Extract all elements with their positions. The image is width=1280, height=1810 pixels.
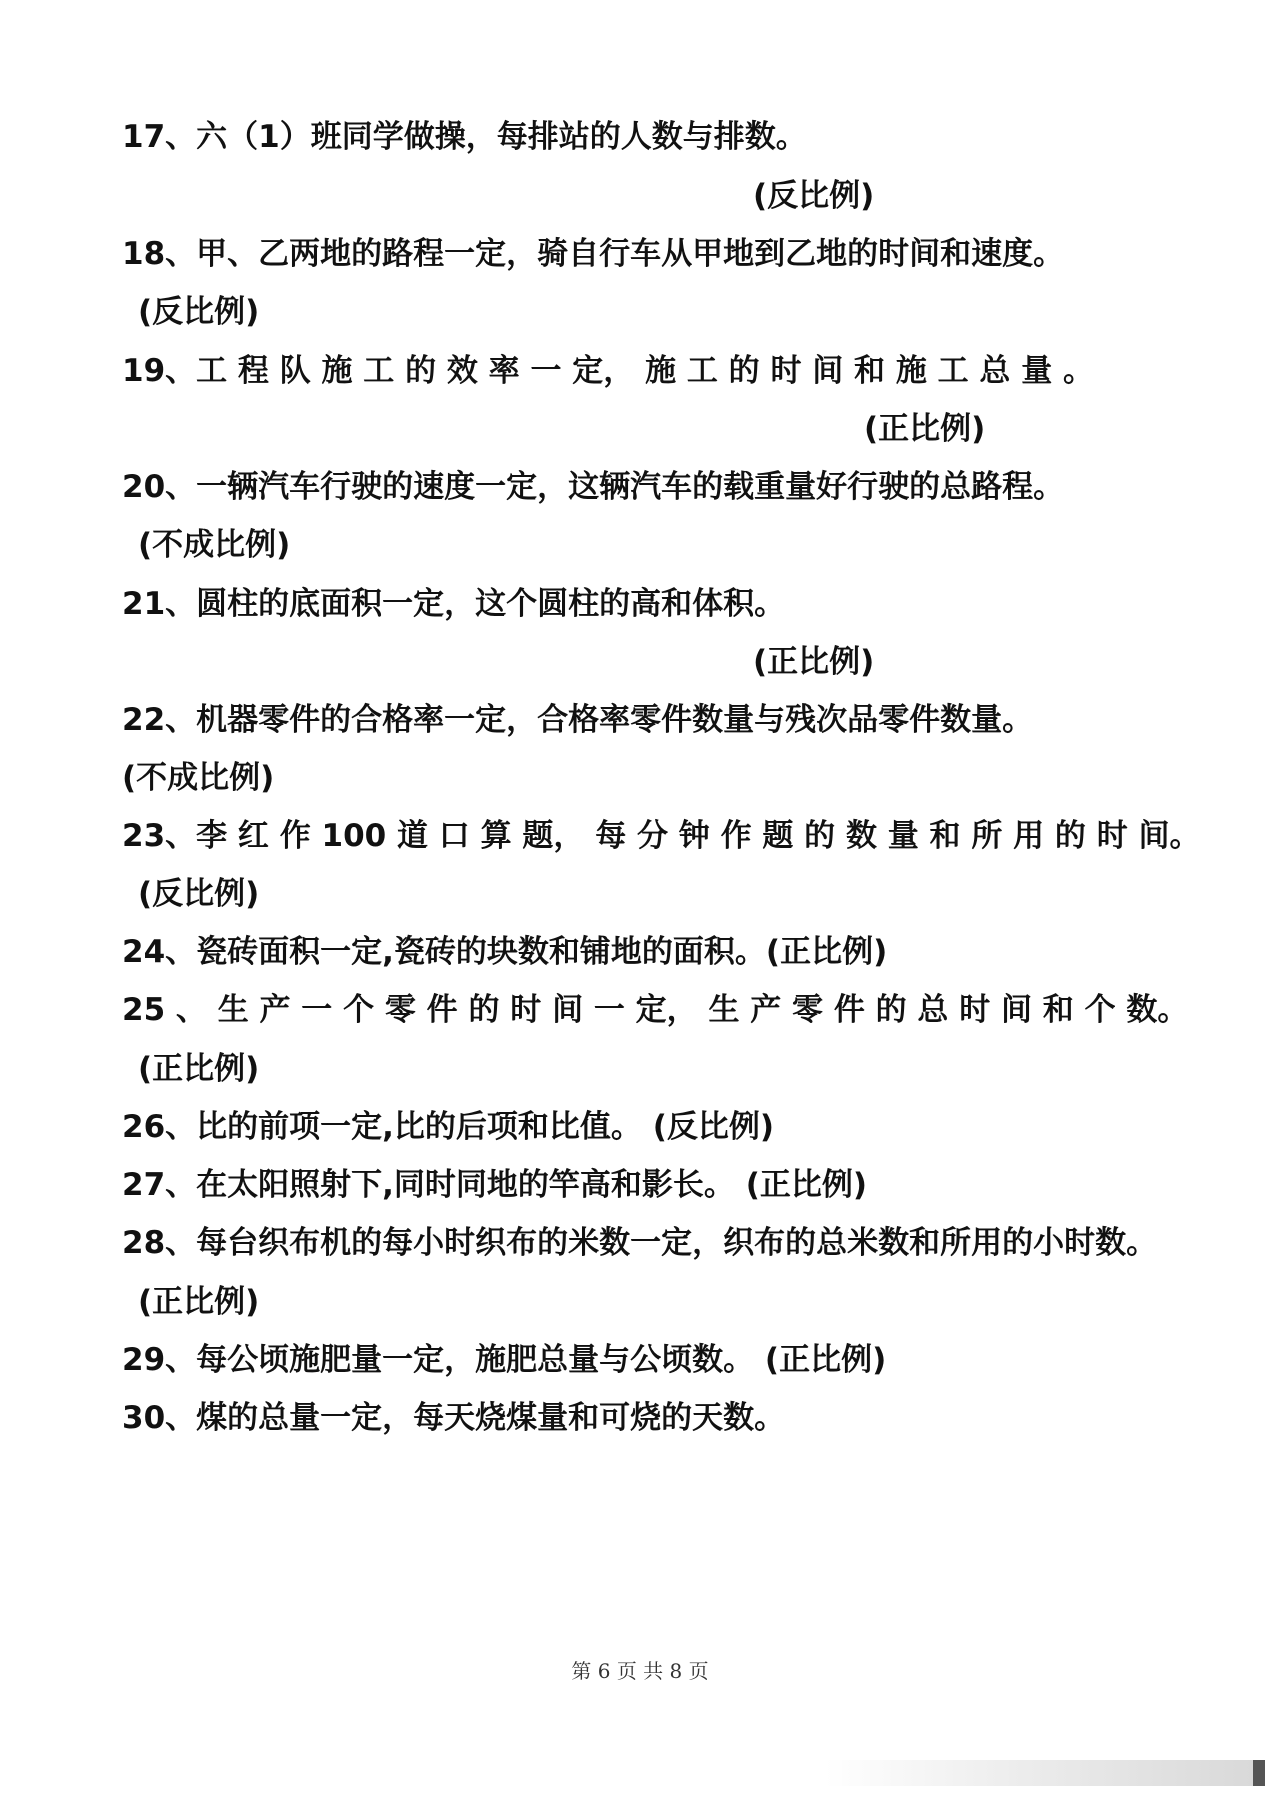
item-18-answer: (反比例): [138, 294, 260, 330]
item-19-question: 19、工 程 队 施 工 的 效 率 一 定， 施 工 的 时 间 和 施 工 总 量 。: [122, 353, 1094, 389]
item-20-question: 20、一辆汽车行驶的速度一定，这辆汽车的载重量好行驶的总路程。: [122, 469, 1065, 505]
item-23-answer: (反比例): [138, 876, 260, 912]
item-20-answer: (不成比例): [138, 527, 291, 563]
item-28-answer: (正比例): [138, 1284, 260, 1320]
item-17-answer: (反比例): [753, 178, 875, 214]
scrollbar-thumb[interactable]: [1253, 1760, 1265, 1786]
item-17-question: 17、六（1）班同学做操，每排站的人数与排数。: [122, 119, 807, 155]
item-24-line: 24、瓷砖面积一定,瓷砖的块数和铺地的面积。(正比例): [122, 934, 888, 970]
item-18-question: 18、甲、乙两地的路程一定，骑自行车从甲地到乙地的时间和速度。: [122, 236, 1065, 272]
item-23-question: 23、李 红 作 100 道 口 算 题， 每 分 钟 作 题 的 数 量 和 所 用 的 时 间。: [122, 818, 1201, 854]
item-21-question: 21、圆柱的底面积一定，这个圆柱的高和体积。: [122, 586, 786, 622]
item-21-answer: (正比例): [753, 644, 875, 680]
horizontal-scrollbar[interactable]: [825, 1760, 1265, 1786]
item-28-question: 28、每台织布机的每小时织布的米数一定，织布的总米数和所用的小时数。: [122, 1225, 1158, 1261]
item-22-answer: (不成比例): [122, 760, 275, 796]
item-30-line: 30、煤的总量一定，每天烧煤量和可烧的天数。: [122, 1400, 786, 1436]
item-29-line: 29、每公顷施肥量一定，施肥总量与公顷数。 (正比例): [122, 1342, 887, 1378]
item-27-line: 27、在太阳照射下,同时同地的竿高和影长。 (正比例): [122, 1167, 868, 1203]
item-25-question: 25 、 生 产 一 个 零 件 的 时 间 一 定， 生 产 零 件 的 总 时 间 和 个 数。: [122, 992, 1189, 1028]
item-26-line: 26、比的前项一定,比的后项和比值。 (反比例): [122, 1109, 775, 1145]
item-19-answer: (正比例): [864, 411, 986, 447]
page-footer: 第 6 页 共 8 页: [571, 1659, 709, 1683]
item-22-question: 22、机器零件的合格率一定，合格率零件数量与残次品零件数量。: [122, 702, 1034, 738]
item-25-answer: (正比例): [138, 1051, 260, 1087]
